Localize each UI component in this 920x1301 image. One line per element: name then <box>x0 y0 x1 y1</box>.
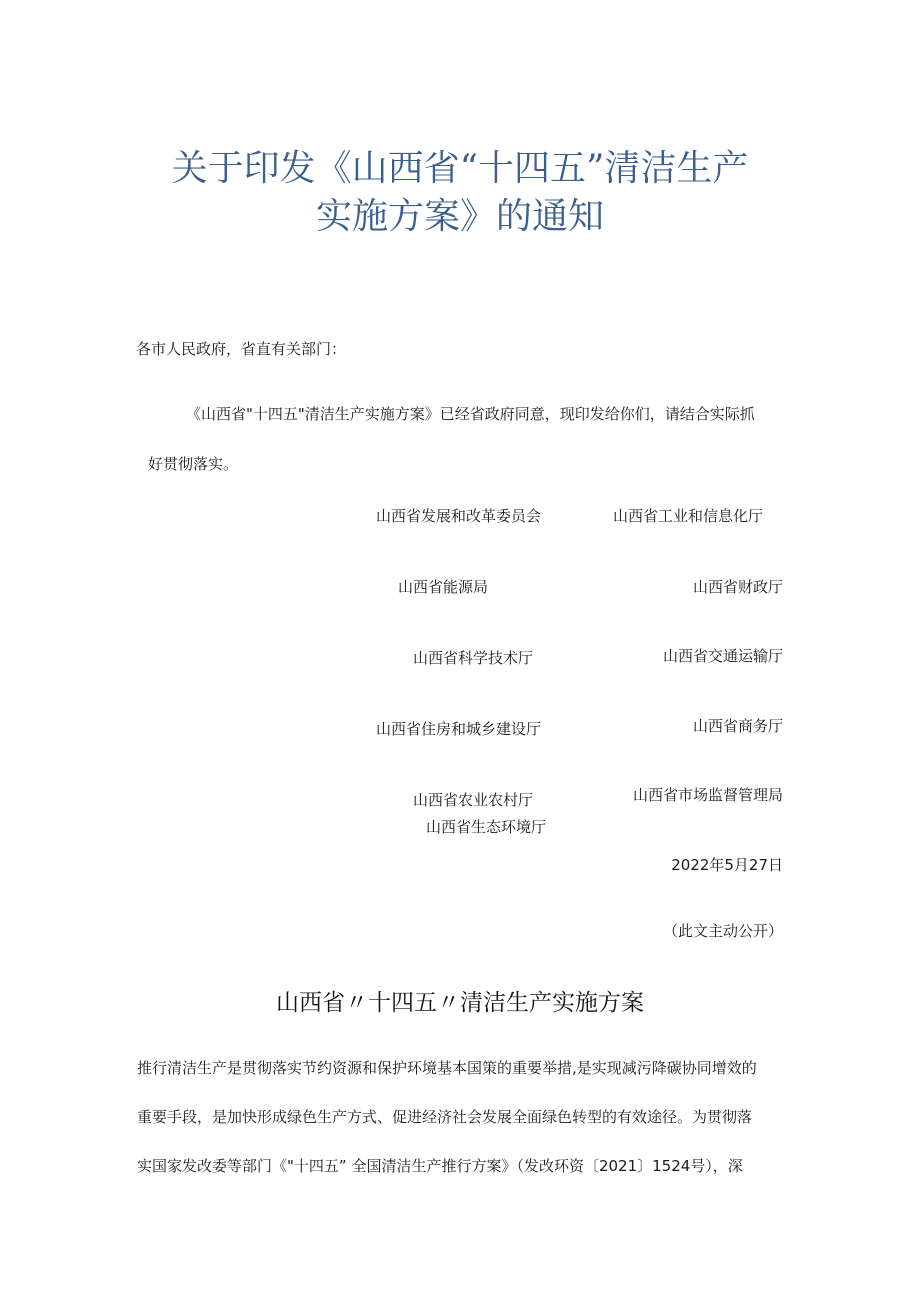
issuer-science-technology: 山西省科学技术厅 <box>413 649 534 667</box>
plan-title: 山西省〃十四五〃清洁生产实施方案 <box>276 990 644 1016</box>
plan-paragraph-line-2: 重要手段，是加快形成绿色生产方式、促进经济社会发展全面绿色转型的有效途径。为贯彻落 <box>137 1108 753 1126</box>
plan-paragraph-line-3: 实国家发改委等部门《"十四五” 全国清洁生产推行方案》（发改环资〔2021〕1524号），深 <box>137 1157 743 1175</box>
body-line-2: 好贯彻落实。 <box>148 455 239 473</box>
notice-title-line-1: 关于印发《山西省“十四五”清洁生产 <box>171 148 749 189</box>
issue-date: 2022年5月27日 <box>671 856 783 874</box>
issuer-transport: 山西省交通运输厅 <box>662 647 783 665</box>
issuer-housing: 山西省住房和城乡建设厅 <box>376 720 542 738</box>
salutation: 各市人民政府，省直有关部门： <box>136 340 347 358</box>
body-line-1: 《山西省"十四五"清洁生产实施方案》已经省政府同意，现印发给你们，请结合实际抓 <box>186 405 755 423</box>
issuer-finance: 山西省财政厅 <box>692 578 783 596</box>
issuer-agriculture: 山西省农业农村厅 <box>413 791 534 809</box>
issuer-energy: 山西省能源局 <box>398 578 489 596</box>
disclosure-note: （此文主动公开） <box>662 922 783 940</box>
issuer-industry-it: 山西省工业和信息化厅 <box>612 507 763 525</box>
issuer-development-reform: 山西省发展和改革委员会 <box>376 507 542 525</box>
issuer-commerce: 山西省商务厅 <box>692 717 783 735</box>
notice-title-line-2: 实施方案》的通知 <box>315 196 604 237</box>
issuer-ecology-environment: 山西省生态环境厅 <box>426 818 547 836</box>
plan-paragraph-line-1: 推行清洁生产是贯彻落实节约资源和保护环境基本国策的重要举措,是实现减污降碳协同增效的 <box>137 1059 757 1077</box>
issuer-market-regulation: 山西省市场监督管理局 <box>632 786 783 804</box>
